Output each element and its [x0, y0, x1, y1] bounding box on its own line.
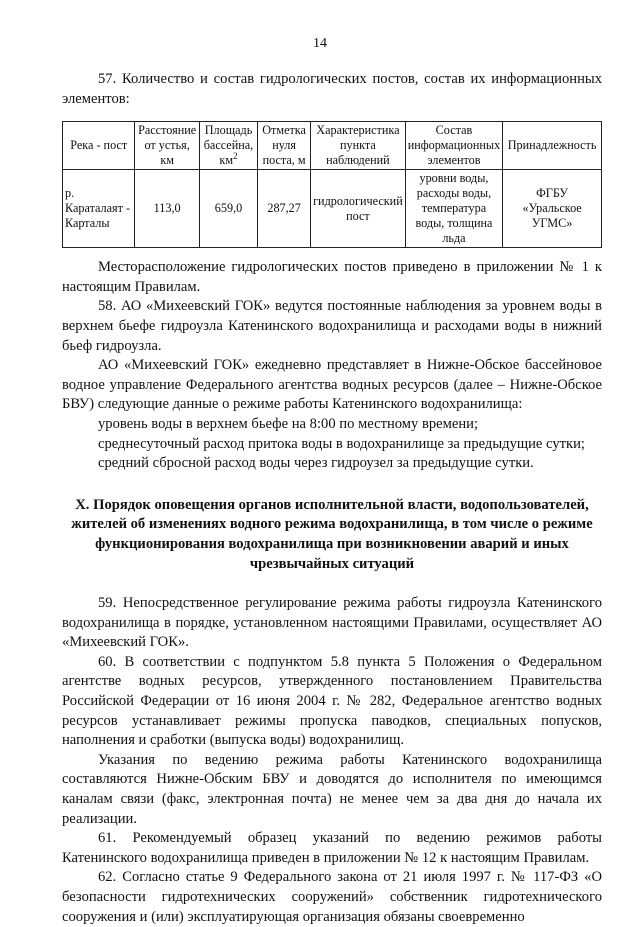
paragraph-ao: АО «Михеевский ГОК» ежедневно представляет в Нижне-Обское бассейновое водное управление Федерального агентства водных ресурсов (далее – Нижне-Обское БВУ) следующие данные о режиме работы Катенинского водохранилища:	[62, 357, 602, 413]
list-item: уровень воды в верхнем бьефе на 8:00 по местному времени;	[98, 415, 479, 432]
header-zero: Отметка нуля поста, м	[258, 122, 311, 170]
header-area	[199, 122, 257, 170]
table-row	[63, 170, 602, 248]
header-type: Характеристика пункта наблюдений	[311, 122, 406, 170]
paragraph-59: 59. Непосредственное регулирование режима работы гидроузла Катенинского водохранилища в порядке, установленном настоящими Правилами, осуществляет АО «Михеевский ГОК».	[62, 595, 602, 651]
cell-zero: 287,27	[258, 170, 311, 248]
table-header-row	[63, 122, 602, 170]
section-title: X. Порядок оповещения органов исполнительной власти, водопользователей, жителей об изменениях водного режима водохранилища, в том числе о режиме функционирования водохранилища при возникновении аварий и иных чрезвычайных ситуаций	[71, 496, 593, 572]
cell-distance: 113,0	[135, 170, 199, 248]
cell-elements: уровни воды, расходы воды, температура воды, толщина льда	[405, 170, 502, 248]
paragraph-58: 58. АО «Михеевский ГОК» ведутся постоянные наблюдения за уровнем воды в верхнем бьефе гидроузла Катенинского водохранилища и расходами воды в нижний бьеф гидроузла.	[62, 298, 602, 354]
header-elements: Состав информационных элементов	[405, 122, 502, 170]
document-body	[62, 70, 602, 927]
hydro-posts-table	[62, 121, 602, 248]
paragraph-60: 60. В соответствии с подпунктом 5.8 пункта 5 Положения о Федеральном агентстве водных ресурсов, утвержденного постановлением Правительства Российской Федерации от 16 июня 2004 г. № 282, Федеральное агентство водных ресурсов устанавливает режимы пропуска паводков, специальных попусков, наполнения и сработки (выпуска воды) водохранилищ.	[62, 653, 602, 749]
header-area-label: Площадь бассейна, км	[203, 123, 254, 168]
page-number: 14	[313, 36, 327, 51]
paragraph-instructions: Указания по ведению режима работы Катенинского водохранилища составляются Нижне-Обским БВУ и доводятся до исполнителя по имеющимся каналам связи (факс, электронная почта) не менее чем за два дня до начала их реализации.	[62, 751, 602, 827]
paragraph-location: Месторасположение гидрологических постов приведено в приложении № 1 к настоящим Правилам.	[62, 259, 602, 295]
header-area-sup: 2	[233, 151, 238, 162]
cell-area: 659,0	[199, 170, 257, 248]
paragraph-57: 57. Количество и состав гидрологических постов, состав их информационных элементов:	[62, 71, 602, 107]
list-item: средний сбросной расход воды через гидроузел за предыдущие сутки.	[98, 455, 534, 472]
cell-river: р. Караталаят - Карталы	[63, 170, 135, 248]
cell-type: гидрологический пост	[311, 170, 406, 248]
header-owner: Принадлежность	[503, 122, 602, 170]
header-river: Река - пост	[63, 122, 135, 170]
header-distance: Расстояние от устья, км	[135, 122, 199, 170]
paragraph-62: 62. Согласно статье 9 Федерального закона от 21 июля 1997 г. № 117-ФЗ «О безопасности гидротехнических сооружений» собственник гидротехнического сооружения и (или) эксплуатирующая организация обязаны своевременно	[62, 869, 602, 925]
cell-owner: ФГБУ «Уральское УГМС»	[503, 170, 602, 248]
paragraph-61: 61. Рекомендуемый образец указаний по ведению режимов работы Катенинского водохранилища приведен в приложении № 12 к настоящим Правилам.	[62, 830, 602, 866]
list-item: среднесуточный расход притока воды в водохранилище за предыдущие сутки;	[98, 435, 585, 452]
